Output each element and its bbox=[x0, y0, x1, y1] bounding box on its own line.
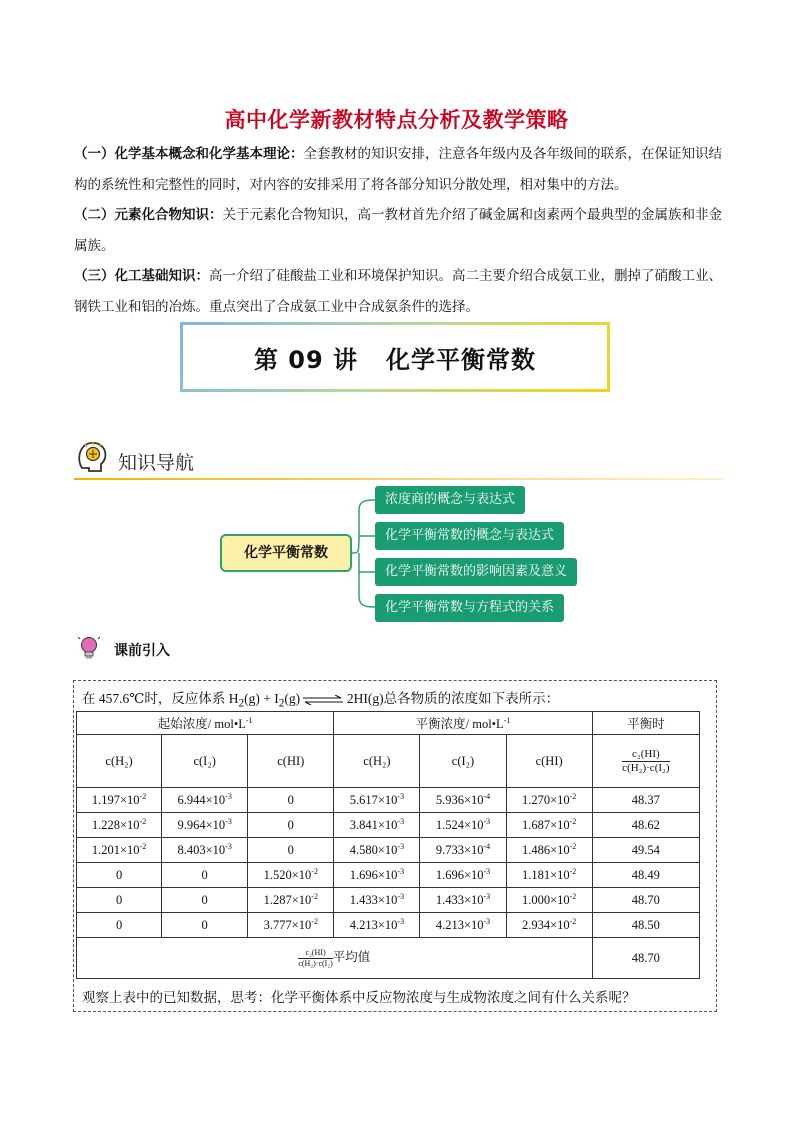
concentration-value: $3.841\times 10^{-3}$ bbox=[334, 813, 420, 838]
mindmap-leaf: 浓度商的概念与表达式 bbox=[375, 486, 525, 514]
concentration-value: $4.580\times 10^{-3}$ bbox=[334, 838, 420, 863]
concentration-value: $1.486\times 10^{-2}$ bbox=[506, 838, 592, 863]
concentration-value: $1.201\times 10^{-2}$ bbox=[77, 838, 162, 863]
ratio-fraction: $\frac{\text{c₂(HI)}}{\text{c(H₂)·c(I₂)}}$ bbox=[298, 947, 333, 968]
concentration-value: 0 bbox=[162, 913, 248, 938]
section-pre-class-intro bbox=[74, 632, 274, 662]
section-title: 课前引入 bbox=[114, 643, 170, 659]
column-header: c(H₂) bbox=[77, 735, 162, 788]
concentration-value: $5.617\times 10^{-3}$ bbox=[334, 788, 420, 813]
concentration-value: $9.964\times 10^{-3}$ bbox=[162, 813, 248, 838]
concentration-value: $4.213\times 10^{-3}$ bbox=[420, 913, 506, 938]
ratio-value: 49.54 bbox=[592, 838, 699, 863]
paragraph-body: 高一介绍了硅酸盐工业和环境保护知识。高二主要介绍合成氨工业，删掉了硝酸工业、钢铁工业和铝的冶炼。重点突出了合成氨工业中合成氨条件的选择。 bbox=[74, 268, 722, 315]
concentration-value: $1.696\times 10^{-3}$ bbox=[334, 863, 420, 888]
ratio-value: 48.37 bbox=[592, 788, 699, 813]
average-label-cell: $\frac{\text{c₂(HI)}}{\text{c(H₂)·c(I₂)}}$ 平均值 bbox=[77, 938, 593, 979]
table-row bbox=[77, 863, 700, 888]
concentration-value: $1.524\times 10^{-3}$ bbox=[420, 813, 506, 838]
mindmap-leaf: 化学平衡常数的概念与表达式 bbox=[375, 522, 564, 550]
group-ratio: 平衡时 bbox=[592, 712, 699, 735]
mindmap bbox=[219, 484, 599, 629]
paragraph-concepts bbox=[74, 139, 726, 201]
ratio-value: 48.49 bbox=[592, 863, 699, 888]
concentration-value: $1.181\times 10^{-2}$ bbox=[506, 863, 592, 888]
table-column-header bbox=[77, 735, 700, 788]
paragraph-body: 关于元素化合物知识，高一教材首先介绍了碱金属和卤素两个最典型的金属族和非金属族。 bbox=[74, 207, 722, 254]
mindmap-leaf: 化学平衡常数与方程式的关系 bbox=[375, 594, 564, 622]
lecture-banner bbox=[180, 322, 610, 392]
lecture-topic: 化学平衡常数 bbox=[386, 345, 537, 374]
paragraph-heading: （三）化工基础知识： bbox=[74, 268, 209, 284]
concentration-value: $1.000\times 10^{-2}$ bbox=[506, 888, 592, 913]
mindmap-root: 化学平衡常数 bbox=[220, 534, 352, 572]
section-knowledge-nav bbox=[74, 438, 724, 480]
table-row bbox=[77, 813, 700, 838]
concentration-value: $1.433\times 10^{-3}$ bbox=[334, 888, 420, 913]
reaction-statement: 在 457.6℃时，反应体系 $H_2(g) + I_2(g)$ 2HI(g)总各物质的浓度如下表所示： bbox=[82, 691, 560, 710]
table-row bbox=[77, 913, 700, 938]
mindmap-leaf: 化学平衡常数的影响因素及意义 bbox=[375, 558, 577, 586]
concentration-value: 0 bbox=[248, 838, 334, 863]
concentration-value: $2.934\times 10^{-2}$ bbox=[506, 913, 592, 938]
column-header: c(HI) bbox=[506, 735, 592, 788]
concentration-value: $8.403\times 10^{-3}$ bbox=[162, 838, 248, 863]
column-header: c(I₂) bbox=[162, 735, 248, 788]
column-header: c(I₂) bbox=[420, 735, 506, 788]
concentration-value: $1.520\times 10^{-2}$ bbox=[248, 863, 334, 888]
concentration-value: $6.944\times 10^{-3}$ bbox=[162, 788, 248, 813]
concentration-value: $1.687\times 10^{-2}$ bbox=[506, 813, 592, 838]
concentration-value: $1.433\times 10^{-3}$ bbox=[420, 888, 506, 913]
ratio-value: 48.50 bbox=[592, 913, 699, 938]
concentration-value: $5.936\times 10^{-4}$ bbox=[420, 788, 506, 813]
equilibrium-arrow-icon bbox=[303, 695, 343, 705]
document-title: 高中化学新教材特点分析及教学策略 bbox=[224, 108, 569, 132]
concentration-value: $3.777\times 10^{-2}$ bbox=[248, 913, 334, 938]
average-value: 48.70 bbox=[592, 938, 699, 979]
group-equilibrium-concentration: 平衡浓度/ $mol•L^{-1}$ bbox=[334, 712, 592, 735]
table-row bbox=[77, 838, 700, 863]
lightbulb-icon bbox=[78, 636, 100, 660]
section-title: 知识导航 bbox=[118, 452, 195, 474]
table-average-row bbox=[77, 938, 700, 979]
concentration-value: $1.228\times 10^{-2}$ bbox=[77, 813, 162, 838]
reflection-question: 观察上表中的已知数据，思考：化学平衡体系中反应物浓度与生成物浓度之间有什么关系呢？ bbox=[82, 990, 636, 1006]
paragraph-heading: （一）化学基本概念和化学基本理论： bbox=[74, 146, 304, 162]
column-header-ratio bbox=[592, 735, 699, 788]
concentration-value: $1.696\times 10^{-3}$ bbox=[420, 863, 506, 888]
paragraph-chem-industry bbox=[74, 261, 726, 323]
table-row bbox=[77, 888, 700, 913]
group-initial-concentration: 起始浓度/ $mol•L^{-1}$ bbox=[77, 712, 334, 735]
column-header: c(HI) bbox=[248, 735, 334, 788]
concentration-value: 0 bbox=[77, 863, 162, 888]
section-divider bbox=[74, 478, 724, 480]
concentration-value: 0 bbox=[162, 888, 248, 913]
lecture-number: 第 09 讲 bbox=[253, 345, 359, 374]
table-group-header bbox=[77, 712, 700, 735]
table-row bbox=[77, 788, 700, 813]
paragraph-elements bbox=[74, 200, 726, 262]
column-header: c(H₂) bbox=[334, 735, 420, 788]
concentration-value: 0 bbox=[77, 888, 162, 913]
concentration-value: $9.733\times 10^{-4}$ bbox=[420, 838, 506, 863]
concentration-value: $1.270\times 10^{-2}$ bbox=[506, 788, 592, 813]
bulb-head-icon bbox=[74, 438, 110, 474]
concentration-value: 0 bbox=[77, 913, 162, 938]
paragraph-heading: （二）元素化合物知识： bbox=[74, 207, 223, 223]
concentration-value: $1.197\times 10^{-2}$ bbox=[77, 788, 162, 813]
intro-box bbox=[73, 680, 717, 1012]
concentration-value: $4.213\times 10^{-3}$ bbox=[334, 913, 420, 938]
concentration-value: 0 bbox=[248, 813, 334, 838]
ratio-value: 48.70 bbox=[592, 888, 699, 913]
paragraph-body: 全套教材的知识安排，注意各年级内及各年级间的联系，在保证知识结构的系统性和完整性的同时，对内容的安排采用了将各部分知识分散处理，相对集中的方法。 bbox=[74, 146, 722, 193]
concentration-value: 0 bbox=[248, 788, 334, 813]
concentration-value: $1.287\times 10^{-2}$ bbox=[248, 888, 334, 913]
concentration-value: 0 bbox=[162, 863, 248, 888]
ratio-value: 48.62 bbox=[592, 813, 699, 838]
concentration-table bbox=[76, 711, 700, 979]
ratio-fraction: $\frac{\text{c₂(HI)}}{\text{c(H₂)·c(I₂)}}$ bbox=[622, 747, 670, 774]
